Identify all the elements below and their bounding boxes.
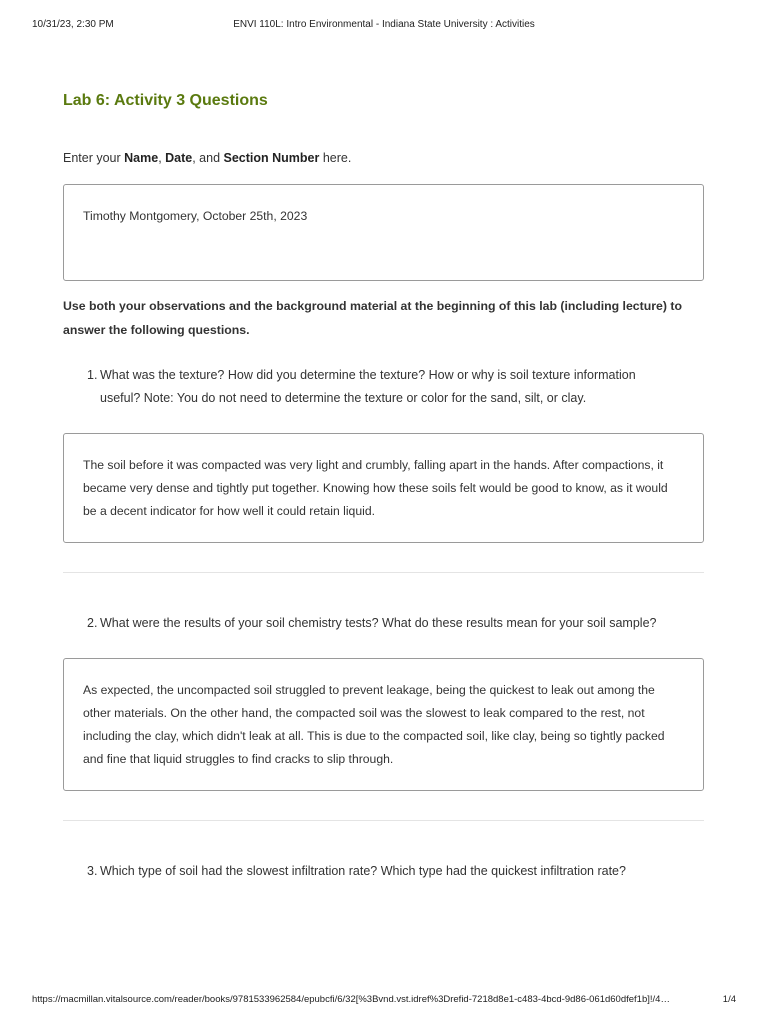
answer-field-2[interactable] (63, 658, 704, 791)
question-text: What were the results of your soil chemistry tests? What do these results mean for your soil sample? (100, 616, 657, 630)
print-page-title: ENVI 110L: Intro Environmental - Indiana State University : Activities (233, 19, 535, 30)
intro-name: Name (124, 151, 159, 165)
divider (63, 820, 704, 821)
question-2 (63, 612, 704, 635)
print-footer (32, 994, 736, 1008)
answer-text-2: As expected, the uncompacted soil struggled to prevent leakage, being the quickest to leak out among the other materials. On the other hand, the compacted soil was the slowest to leak compared to the rest, not including the clay, which didn't leak at all. This is due to the compacted soil, like clay, being so tightly packed and fine that liquid struggles to find cracks to slip through. (83, 683, 665, 766)
question-number: 2. (87, 616, 98, 630)
print-header (32, 19, 736, 33)
question-text: What was the texture? How did you determine the texture? How or why is soil texture information useful? Note: You do not need to determine the texture or color for the sand, silt, or clay. (100, 368, 636, 405)
divider (63, 572, 704, 573)
intro-comma: , (158, 151, 166, 165)
question-number: 3. (87, 864, 98, 878)
intro-text (63, 151, 351, 165)
question-1 (63, 364, 704, 409)
name-answer-text: Timothy Montgomery, October 25th, 2023 (83, 209, 308, 223)
page-title: Lab 6: Activity 3 Questions (63, 92, 268, 109)
intro-prefix: Enter your (63, 151, 125, 165)
name-answer-field[interactable] (63, 184, 704, 281)
print-page-number: 1/4 (722, 994, 736, 1005)
question-number: 1. (87, 368, 98, 382)
question-3 (63, 860, 704, 883)
intro-date: Date (165, 151, 193, 165)
question-text: Which type of soil had the slowest infiltration rate? Which type had the quickest infiltration rate? (100, 864, 626, 878)
answer-field-1[interactable] (63, 433, 704, 543)
instructions-text: Use both your observations and the background material at the beginning of this lab (including lecture) to answer the following questions. (63, 299, 682, 337)
intro-and: , and (192, 151, 224, 165)
print-url: https://macmillan.vitalsource.com/reader/books/9781533962584/epubcfi/6/32[%3Bvnd.vst.idref%3Drefid-7218d8e1-c483-4bcd-9d86-061d60dfef1b]!/4… (32, 994, 670, 1005)
print-datetime: 10/31/23, 2:30 PM (32, 19, 114, 30)
intro-section: Section Number (223, 151, 320, 165)
answer-text-1: The soil before it was compacted was very light and crumbly, falling apart in the hands. After compactions, it became very dense and tightly put together. Knowing how these soils felt would be good to know, as it would be a decent indicator for how well it could retain liquid. (83, 458, 668, 518)
intro-suffix: here. (319, 151, 352, 165)
